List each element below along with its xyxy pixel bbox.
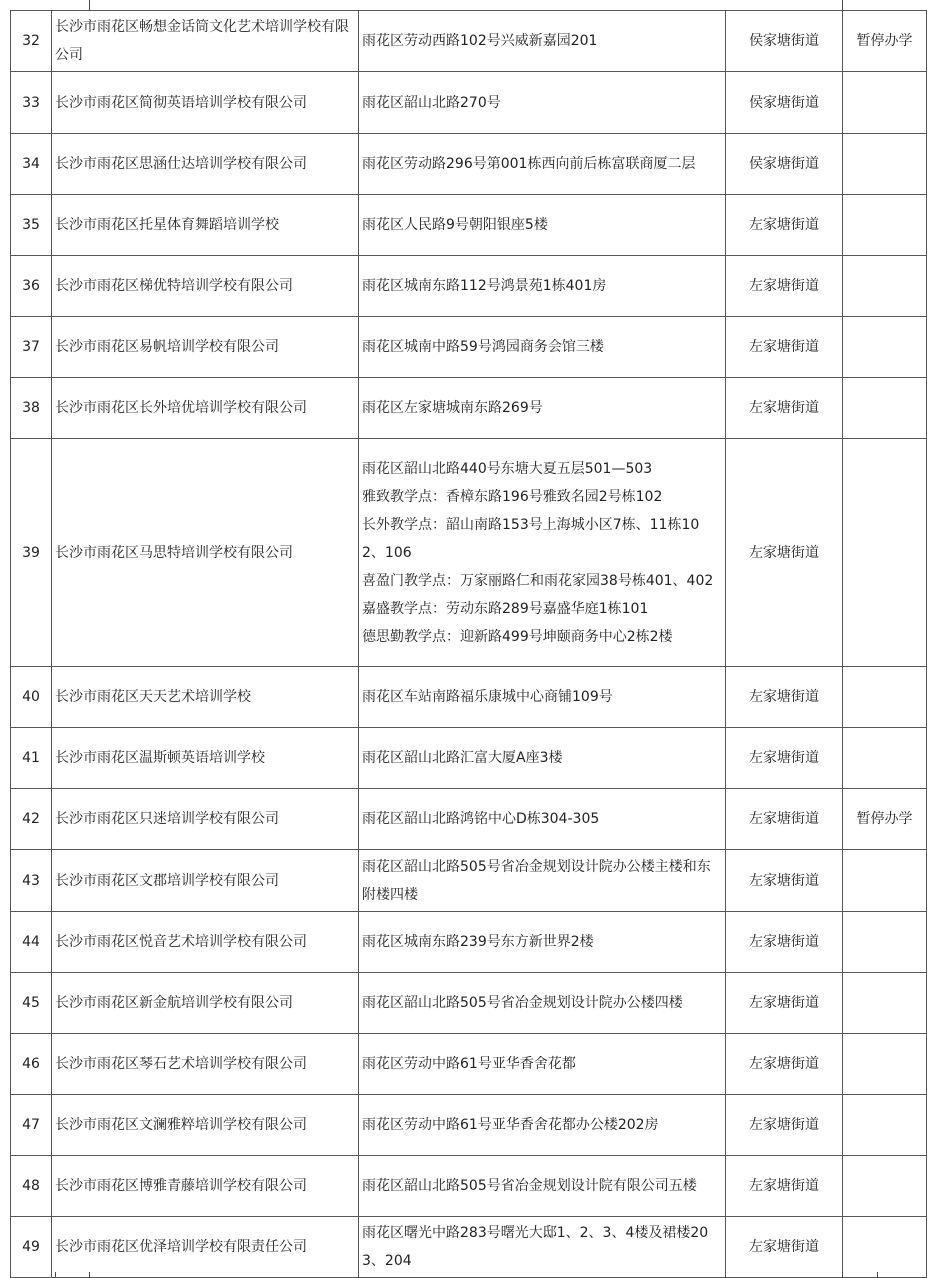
- bottom-border-stubs: [0, 1268, 938, 1278]
- street-office: 侯家塘街道: [726, 72, 843, 134]
- school-name: 长沙市雨花区思涵仕达培训学校有限公司: [52, 134, 359, 195]
- address-line: 雨花区韶山北路505号省冶金规划设计院办公楼主楼和东附楼四楼: [362, 858, 711, 903]
- operating-status: [843, 317, 927, 378]
- street-office: 左家塘街道: [726, 1217, 843, 1278]
- address-line: 雨花区人民路9号朝阳银座5楼: [362, 217, 548, 233]
- operating-status: [843, 134, 927, 195]
- address-line: 长外教学点：韶山南路153号上海城小区7栋、11栋102、106: [362, 516, 700, 561]
- school-address: [359, 378, 726, 439]
- street-office: 左家塘街道: [726, 317, 843, 378]
- school-address: [359, 195, 726, 256]
- street-office: 左家塘街道: [726, 728, 843, 789]
- table-row: [11, 1034, 927, 1095]
- operating-status: 暂停办学: [843, 11, 927, 72]
- row-number: 39: [11, 439, 52, 667]
- table-row: [11, 850, 927, 912]
- school-name: 长沙市雨花区新金航培训学校有限公司: [52, 973, 359, 1034]
- table-row: [11, 1156, 927, 1217]
- operating-status: [843, 256, 927, 317]
- school-address: [359, 1156, 726, 1217]
- school-address: [359, 1095, 726, 1156]
- address-line: 德思勤教学点：迎新路499号坤颐商务中心2栋2楼: [362, 628, 673, 645]
- address-line: 雨花区劳动中路61号亚华香舍花都办公楼202房: [362, 1117, 659, 1133]
- school-name: 长沙市雨花区简彻英语培训学校有限公司: [52, 72, 359, 134]
- address-line: 雨花区韶山北路505号省冶金规划设计院有限公司五楼: [362, 1178, 697, 1194]
- street-office: 左家塘街道: [726, 439, 843, 667]
- operating-status: [843, 1156, 927, 1217]
- school-name: 长沙市雨花区梯优特培训学校有限公司: [52, 256, 359, 317]
- school-address: [359, 72, 726, 134]
- school-table: [10, 10, 927, 1278]
- table-row: [11, 789, 927, 850]
- street-office: 左家塘街道: [726, 912, 843, 973]
- school-address: [359, 439, 726, 667]
- street-office: 左家塘街道: [726, 1095, 843, 1156]
- row-number: 40: [11, 667, 52, 728]
- school-name: 长沙市雨花区托星体育舞蹈培训学校: [52, 195, 359, 256]
- school-name: 长沙市雨花区文郡培训学校有限公司: [52, 850, 359, 912]
- operating-status: [843, 912, 927, 973]
- table-row: [11, 728, 927, 789]
- address-line: 喜盈门教学点：万家丽路仁和雨花家园38号栋401、402: [362, 572, 714, 589]
- table-row: [11, 912, 927, 973]
- operating-status: [843, 728, 927, 789]
- address-line: 嘉盛教学点：劳动东路289号嘉盛华庭1栋101: [362, 600, 649, 617]
- street-office: 侯家塘街道: [726, 134, 843, 195]
- table-row: [11, 317, 927, 378]
- school-name: 长沙市雨花区博雅青藤培训学校有限公司: [52, 1156, 359, 1217]
- school-name: 长沙市雨花区温斯顿英语培训学校: [52, 728, 359, 789]
- row-number: 49: [11, 1217, 52, 1278]
- address-line: 雨花区韶山北路440号东塘大夏五层501—503: [362, 460, 653, 477]
- street-office: 左家塘街道: [726, 195, 843, 256]
- address-line: 雨花区左家塘城南东路269号: [362, 400, 543, 416]
- address-line: 雨花区车站南路福乐康城中心商铺109号: [362, 689, 613, 705]
- table-row: [11, 439, 927, 667]
- operating-status: [843, 1034, 927, 1095]
- top-border-stub: [89, 0, 90, 10]
- school-name: 长沙市雨花区只迷培训学校有限公司: [52, 789, 359, 850]
- street-office: 左家塘街道: [726, 1034, 843, 1095]
- school-name: 长沙市雨花区长外培优培训学校有限公司: [52, 378, 359, 439]
- row-number: 38: [11, 378, 52, 439]
- operating-status: [843, 195, 927, 256]
- school-name: 长沙市雨花区优泽培训学校有限责任公司: [52, 1217, 359, 1278]
- address-line: 雨花区劳动西路102号兴威新嘉园201: [362, 33, 598, 49]
- address-line: 雨花区城南东路112号鸿景苑1栋401房: [362, 278, 607, 294]
- row-number: 36: [11, 256, 52, 317]
- street-office: 左家塘街道: [726, 667, 843, 728]
- table-row: [11, 973, 927, 1034]
- table-row: [11, 72, 927, 134]
- row-number: 46: [11, 1034, 52, 1095]
- school-address: [359, 973, 726, 1034]
- street-office: 左家塘街道: [726, 973, 843, 1034]
- address-line: 雨花区韶山北路505号省冶金规划设计院办公楼四楼: [362, 995, 683, 1011]
- school-address: [359, 256, 726, 317]
- operating-status: [843, 72, 927, 134]
- school-name: 长沙市雨花区畅想金话筒文化艺术培训学校有限公司: [52, 11, 359, 72]
- row-number: 44: [11, 912, 52, 973]
- address-line: 雨花区劳动路296号第001栋西向前后栋富联商厦二层: [362, 156, 696, 172]
- address-line: 雨花区城南中路59号鸿园商务会馆三楼: [362, 339, 604, 355]
- address-line: 雅致教学点：香樟东路196号雅致名园2号栋102: [362, 488, 663, 505]
- row-number: 34: [11, 134, 52, 195]
- address-line: 雨花区城南东路239号东方新世界2楼: [362, 934, 594, 950]
- top-border-stub: [842, 0, 843, 10]
- school-name: 长沙市雨花区琴石艺术培训学校有限公司: [52, 1034, 359, 1095]
- table-row: [11, 378, 927, 439]
- school-address: [359, 317, 726, 378]
- school-address: [359, 134, 726, 195]
- table-row: [11, 256, 927, 317]
- street-office: 左家塘街道: [726, 789, 843, 850]
- school-address: [359, 1034, 726, 1095]
- row-number: 43: [11, 850, 52, 912]
- row-number: 48: [11, 1156, 52, 1217]
- table-row: [11, 667, 927, 728]
- school-address: [359, 11, 726, 72]
- street-office: 左家塘街道: [726, 1156, 843, 1217]
- operating-status: [843, 1095, 927, 1156]
- row-number: 33: [11, 72, 52, 134]
- school-name: 长沙市雨花区悦音艺术培训学校有限公司: [52, 912, 359, 973]
- operating-status: 暂停办学: [843, 789, 927, 850]
- row-number: 42: [11, 789, 52, 850]
- row-number: 41: [11, 728, 52, 789]
- operating-status: [843, 850, 927, 912]
- school-name: 长沙市雨花区马思特培训学校有限公司: [52, 439, 359, 667]
- row-number: 32: [11, 11, 52, 72]
- address-line: 雨花区劳动中路61号亚华香舍花都: [362, 1056, 576, 1072]
- street-office: 左家塘街道: [726, 256, 843, 317]
- school-address: [359, 912, 726, 973]
- row-number: 37: [11, 317, 52, 378]
- row-number: 45: [11, 973, 52, 1034]
- table-row: [11, 195, 927, 256]
- operating-status: [843, 439, 927, 667]
- school-name: 长沙市雨花区天天艺术培训学校: [52, 667, 359, 728]
- row-number: 47: [11, 1095, 52, 1156]
- row-number: 35: [11, 195, 52, 256]
- school-name: 长沙市雨花区文澜雅粹培训学校有限公司: [52, 1095, 359, 1156]
- address-line: 雨花区韶山北路汇富大厦A座3楼: [362, 750, 563, 766]
- school-address: [359, 728, 726, 789]
- operating-status: [843, 973, 927, 1034]
- school-name: 长沙市雨花区易帆培训学校有限公司: [52, 317, 359, 378]
- street-office: 左家塘街道: [726, 378, 843, 439]
- school-address: [359, 667, 726, 728]
- table-row: [11, 1095, 927, 1156]
- operating-status: [843, 378, 927, 439]
- table-row: [11, 134, 927, 195]
- school-address: [359, 850, 726, 912]
- school-table-body: [11, 11, 927, 1278]
- street-office: 侯家塘街道: [726, 11, 843, 72]
- table-row: [11, 11, 927, 72]
- street-office: 左家塘街道: [726, 850, 843, 912]
- operating-status: [843, 667, 927, 728]
- school-address: [359, 789, 726, 850]
- address-line: 雨花区韶山北路鸿铭中心D栋304-305: [362, 811, 600, 827]
- address-line: 雨花区曙光中路283号曙光大邸1、2、3、4楼及裙楼203、204: [362, 1225, 709, 1269]
- address-line: 雨花区韶山北路270号: [362, 94, 501, 111]
